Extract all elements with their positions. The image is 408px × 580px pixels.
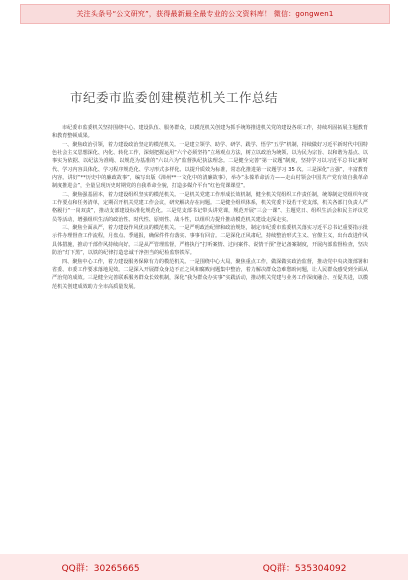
top-banner: 关注头条号“公文研究”，获得最新最全最专业的公文资料库！ 微信：gongwen1 xyxy=(20,4,390,24)
paragraph: 三、聚焦全面从严，着力建设作风优良的模范机关。一是严明政治纪律和政治规矩，制定市纪委市监委机关落实习近平总书记重要指示批示件办理督查工作流程，月盘点、季通报，确保件件有落实、事事有回音。二是深化正风肃纪，持续整治形式主义、官僚主义，出台改进作风具体措施，推动干部作风持续向好。三是从严管理监督，严格执行“打听案情、过问案件、说情干预”登记备案制度，开展内部监督检查，坚决防治“灯下黑”，以铁的纪律打造忠诚干净担当的纪检监察铁军。 xyxy=(52,225,369,257)
paragraph: 一、聚焦政治引领，着力建设政治坚定的模范机关。一是建立领学、助学、研学、践学、悟学“五学”机制，持续做好习近平新时代中国特色社会主义思想深化、内化、转化工作，深刻把握运用“六个必须坚持”立场观点方法，树立以政治为统领、以为民为宗旨、以和谐为基点、以事实为依据、以纪法为准绳、以规范为基准的“六以六为”监督执纪执法理念。二是健全完善“第一议题”制度，坚持学习以习近平总书记新时代、学习内容具体化、学习程序规范化、学习形式多样化、以提升质效为标准，常态化推进第一议题学习 35 次。三是深化“言强”，丰富教育内容。讲好“**历史中的廉政故事”，编写出版《漳州**一文化中的清廉故事》，举办“永葆革命活力——走山村领会中国共产党有效自我革命制度推进会”，全量呈现历史时期党的自我革命全貌，打造多媒介平台“红色党课课堂”。 xyxy=(52,141,369,190)
footer-bar xyxy=(0,554,408,580)
paragraph: 市纪委市监委机关坚持围绕中心、建设队伍、服务群众，以模范机关创建为抓手统筹推进机关党的建设各项工作，持续巩固拓展主题教育和教育整顿成果。 xyxy=(52,125,368,140)
paragraph: 二、聚焦强基固本，着力建设组织坚实的模范机关。一是机关党建工作形成长效机制，健全机关党组织工作责任制，统筹制定党组织年度工作要点和任务清单，定期召开机关党建工作会议，研究解决存在问题。二是健全组织体系，机关党委下设若干党支部，机关各部门负责人严格履行“一岗双责”，推动支部建设标准化规范化。三是党支部书记带头讲党课，规范开展“三会一课”、主题党日、组织生活会和民主评议党员等活动，增强组织生活的政治性、时代性、原则性、战斗性，以组织力提升推动模范机关建设走深走实。 xyxy=(52,191,368,223)
qq-group-1: QQ群：30265665 xyxy=(61,563,140,574)
document-body xyxy=(52,124,368,291)
paragraph: 四、聚焦中心工作，着力建设服务保障有力的模范机关。一是围绕中心大局，聚焦重点工作，做深做实政治监督，推动党中央决策部署和省委、市委工作要求落地见效。二是深入开展群众身边不正之风和腐败问题集中整治，着力解决群众急难愁盼问题，让人民群众感受到全面从严治党的成效。三是健全完善联系服务群众长效机制，深化“我为群众办实事”实践活动，推动机关党建与业务工作深度融合、互促共进，以模范机关创建成效助力全市高质量发展。 xyxy=(52,258,369,290)
page-title: 市纪委市监委创建模范机关工作总结 xyxy=(70,90,279,105)
qq-group-2: QQ群：535304092 xyxy=(262,563,347,574)
